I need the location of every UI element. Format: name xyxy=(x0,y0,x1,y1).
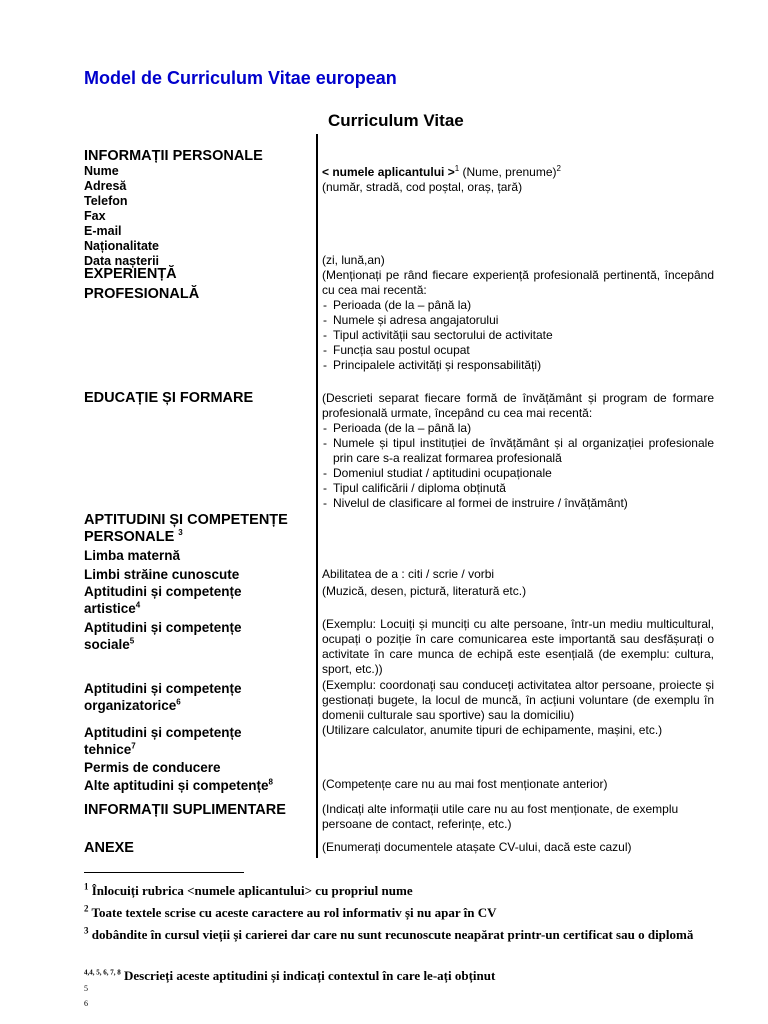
footnote-text: Descrieți aceste aptitudini și indicați contextul în care le-ați obținut xyxy=(120,968,496,983)
footnote-4 xyxy=(84,965,724,986)
footnote-3 xyxy=(84,924,724,945)
footnote-text: Înlocuiți rubrica <numele aplicantului> cu propriul nume xyxy=(88,883,413,898)
experience-intro: (Menționați pe rând fiecare experiență profesională pertinentă, începând cu cea mai recentă: xyxy=(322,268,714,297)
limbi-straine-text: Abilitatea de a : citi / scrie / vorbi xyxy=(322,567,495,581)
footnote-ref: 6 xyxy=(176,697,181,707)
skills-title-2 xyxy=(84,529,183,545)
artistice-text: (Muzică, desen, pictură, literatură etc.) xyxy=(322,584,527,598)
footnote-number: 4,4, 5, 6, 7, 8 xyxy=(84,968,121,977)
list-item: - Funcția sau postul ocupat xyxy=(322,343,714,358)
footnote-1 xyxy=(84,880,724,901)
footnote-rule xyxy=(84,872,244,873)
list-item: - Perioada (de la – până la) xyxy=(322,421,714,436)
annexes-title: ANEXE xyxy=(84,840,134,856)
label-data-nasterii: Data nașterii xyxy=(84,254,160,268)
alte-text-label: Alte aptitudini și competențe xyxy=(84,778,269,793)
list-item: - Tipul calificării / diploma obținută xyxy=(322,481,714,496)
list-item: - Nivelul de clasificare al formei de instruire / învățământ) xyxy=(322,496,714,511)
label-tehnice-1: Aptitudini și competențe xyxy=(84,725,242,740)
sociale-text-label: sociale xyxy=(84,637,130,652)
name-hint: (Nume, prenume) xyxy=(459,165,557,179)
skills-title-1: APTITUDINI ȘI COMPETENȚE xyxy=(84,512,288,528)
footnote-ref: 4 xyxy=(135,600,141,610)
annexes-text: (Enumerați documentele atașate CV-ului, dacă este cazul) xyxy=(322,840,632,854)
footnote-2 xyxy=(84,902,724,923)
education-list xyxy=(322,421,714,511)
education-description xyxy=(322,391,714,511)
list-item: - Perioada (de la – până la) xyxy=(322,298,714,313)
list-item: - Numele și adresa angajatorului xyxy=(322,313,714,328)
footnote-ref: 7 xyxy=(131,741,136,751)
label-nationalitate: Naționalitate xyxy=(84,239,160,253)
footnote-number: 2 xyxy=(84,903,89,914)
label-sociale-1: Aptitudini și competențe xyxy=(84,620,242,635)
footnote-ref: 3 xyxy=(178,528,183,538)
footnote-ref: 8 xyxy=(268,777,273,787)
alte-text: (Competențe care nu au mai fost menționate anterior) xyxy=(322,777,608,791)
label-tehnice-2 xyxy=(84,742,136,757)
label-organizatorice-1: Aptitudini și competențe xyxy=(84,681,242,696)
footnote-text: dobândite în cursul vieții și carierei dar care nu sunt recunoscute neapărat printr-un certificat sau o diplomă xyxy=(88,927,694,942)
name-field-text xyxy=(322,165,714,180)
additional-info-text: (Indicați alte informații utile care nu au fost menționate, de exemplu persoane de contact, referințe, etc.) xyxy=(322,802,679,831)
label-email: E-mail xyxy=(84,224,122,238)
label-artistice-1: Aptitudini și competențe xyxy=(84,584,242,599)
footnote-ref: 5 xyxy=(129,636,135,646)
personal-info-title: INFORMAȚII PERSONALE xyxy=(84,148,263,164)
experience-title-1: EXPERIENȚĂ xyxy=(84,266,177,282)
tehnice-text-label: tehnice xyxy=(84,742,132,757)
organizatorice-text: (Exemplu: coordonați sau conduceți activitatea altor persoane, proiecte și gestionați bugete, la locul de muncă, în acțiuni voluntare (de exemplu în domenii culturale sau sportive) sau la domiciliu) xyxy=(322,678,714,722)
education-intro: (Descrieti separat fiecare formă de învățământ și program de formare profesională urmate, începând cu cea mai recentă: xyxy=(322,391,714,420)
experience-list xyxy=(322,298,714,373)
experience-title-2: PROFESIONALĂ xyxy=(84,286,200,302)
footnote-6-marker: 6 xyxy=(84,999,88,1008)
additional-info-title: INFORMAȚII SUPLIMENTARE xyxy=(84,802,286,818)
footnote-ref: 1 xyxy=(454,164,460,173)
list-item: - Tipul activității sau sectorului de activitate xyxy=(322,328,714,343)
footnote-ref: 2 xyxy=(556,164,561,173)
footnote-5-marker: 5 xyxy=(84,984,88,993)
list-item: - Domeniul studiat / aptitudini ocupaționale xyxy=(322,466,714,481)
footnote-text: Toate textele scrise cu aceste caractere au rol informativ și nu apar în CV xyxy=(88,905,497,920)
label-fax: Fax xyxy=(84,209,106,223)
label-nume: Nume xyxy=(84,164,119,178)
document-title: Model de Curriculum Vitae european xyxy=(84,68,397,88)
name-placeholder: < numele aplicantului > xyxy=(322,165,455,179)
footnote-number: 3 xyxy=(84,925,89,936)
education-title: EDUCAȚIE ȘI FORMARE xyxy=(84,390,254,406)
artistice-text-label: artistice xyxy=(84,601,136,616)
birth-hint: (zi, lună,an) xyxy=(322,253,385,267)
experience-description xyxy=(322,268,714,373)
address-hint: (număr, stradă, cod poștal, oraș, țară) xyxy=(322,180,523,194)
skills-title-text: PERSONALE xyxy=(84,529,175,545)
list-item: - Numele și tipul instituției de învățământ și al organizației profesionale prin care s-a realizat formarea profesională xyxy=(322,436,714,466)
label-permis: Permis de conducere xyxy=(84,760,221,775)
organizatorice-text-label: organizatorice xyxy=(84,698,177,713)
label-adresa: Adresă xyxy=(84,179,127,193)
label-artistice-2 xyxy=(84,601,140,616)
label-sociale-2 xyxy=(84,637,134,652)
label-alte xyxy=(84,778,273,793)
label-telefon: Telefon xyxy=(84,194,128,208)
cv-heading: Curriculum Vitae xyxy=(328,111,464,130)
label-organizatorice-2 xyxy=(84,698,181,713)
list-item: - Principalele activități și responsabilități) xyxy=(322,358,714,373)
column-divider xyxy=(316,134,318,858)
footnote-number: 1 xyxy=(84,881,89,892)
tehnice-text: (Utilizare calculator, anumite tipuri de echipamente, mașini, etc.) xyxy=(322,723,663,737)
label-limbi-straine: Limbi străine cunoscute xyxy=(84,567,240,582)
label-limba-materna: Limba maternă xyxy=(84,548,181,563)
sociale-text: (Exemplu: Locuiți și munciți cu alte persoane, într-un mediu multicultural, ocupați o poziție în care comunicarea este importantă sau desfășurați o activitate în care munca de echipă este esențială (de exemplu: cultura, sport, etc.)) xyxy=(322,617,714,676)
